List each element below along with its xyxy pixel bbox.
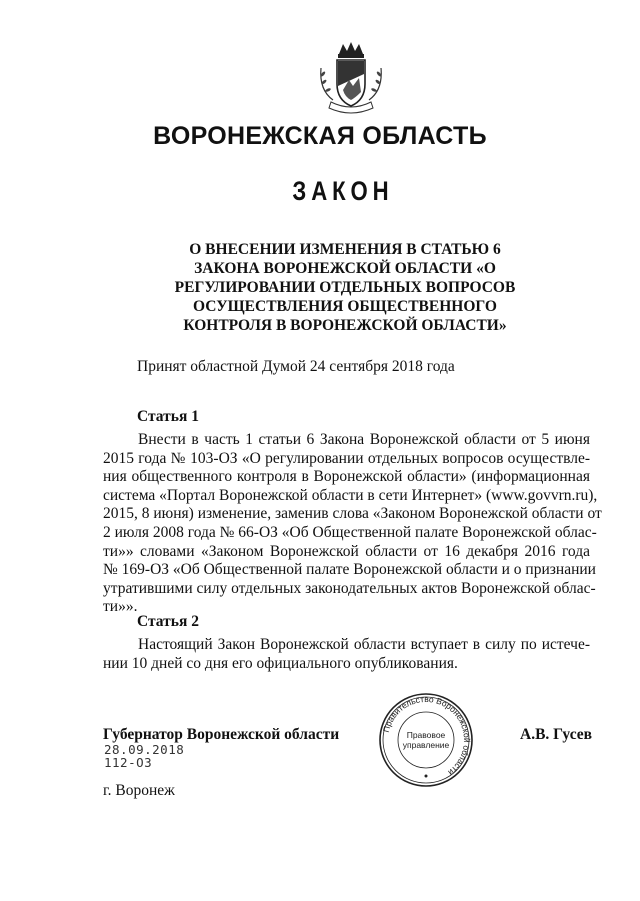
registration-number-stamp: 112-ОЗ bbox=[104, 755, 153, 770]
heading-line: ЗАКОНА ВОРОНЕЖСКОЙ ОБЛАСТИ «О bbox=[194, 260, 496, 277]
text-line: нии 10 дней со дня его официального опубликования. bbox=[103, 654, 458, 672]
official-seal-stamp bbox=[376, 690, 476, 790]
seal-ring-text: Правительство Воронежской области bbox=[380, 693, 473, 778]
governor-title: Губернатор Воронежской области bbox=[103, 726, 340, 743]
text-line: Внести в часть 1 статьи 6 Закона Воронежской области от 5 июня bbox=[138, 431, 590, 448]
article-2-heading: Статья 2 bbox=[137, 613, 199, 630]
text-line: утратившими силу отдельных законодательных актов Воронежской облас- bbox=[103, 579, 596, 597]
governor-name: А.В. Гусев bbox=[520, 726, 593, 743]
region-title: ВОРОНЕЖСКАЯ ОБЛАСТЬ bbox=[153, 122, 487, 150]
seal-center-line: управление bbox=[402, 740, 450, 750]
text-line: № 169-ОЗ «Об Общественной палате Воронежской области и о признании bbox=[103, 561, 596, 579]
article-2-text bbox=[103, 636, 590, 673]
seal-center-line: Правовое bbox=[406, 730, 446, 740]
text-line: система «Портал Воронежской области в сети Интернет» (www.govvrn.ru), bbox=[103, 486, 598, 504]
article-1-text bbox=[103, 431, 602, 617]
text-line: ти»». bbox=[103, 598, 138, 616]
text-line: ти»» словами «Законом Воронежской области от 16 декабря 2016 года bbox=[103, 542, 590, 560]
document-heading bbox=[150, 240, 540, 335]
heading-line: КОНТРОЛЯ В ВОРОНЕЖСКОЙ ОБЛАСТИ» bbox=[183, 317, 507, 334]
heading-line: РЕГУЛИРОВАНИИ ОТДЕЛЬНЫХ ВОПРОСОВ bbox=[174, 279, 516, 296]
text-line: 2015 года № 103-ОЗ «О регулировании отдельных вопросов осуществле- bbox=[103, 449, 590, 467]
heading-line: О ВНЕСЕНИИ ИЗМЕНЕНИЯ В СТАТЬЮ 6 bbox=[189, 241, 501, 258]
coat-of-arms-emblem bbox=[303, 40, 399, 118]
text-line: 2015, 8 июня) изменение, заменив слова «Законом Воронежской области от bbox=[103, 505, 602, 523]
text-line: ния общественного контроля в Воронежской области» (информационная bbox=[103, 468, 590, 486]
city-label: г. Воронеж bbox=[103, 782, 175, 799]
heading-line: ОСУЩЕСТВЛЕНИЯ ОБЩЕСТВЕННОГО bbox=[193, 298, 497, 315]
article-1-heading: Статья 1 bbox=[137, 408, 199, 425]
adoption-statement: Принят областной Думой 24 сентября 2018 года bbox=[137, 358, 455, 375]
text-line: 2 июля 2008 года № 66-ОЗ «Об Общественной палате Воронежской облас- bbox=[103, 523, 597, 541]
law-title: ЗАКОН bbox=[292, 176, 394, 206]
text-line: Настоящий Закон Воронежской области вступает в силу по истече- bbox=[138, 636, 590, 653]
registration-date-stamp: 28.09.2018 bbox=[104, 742, 185, 757]
